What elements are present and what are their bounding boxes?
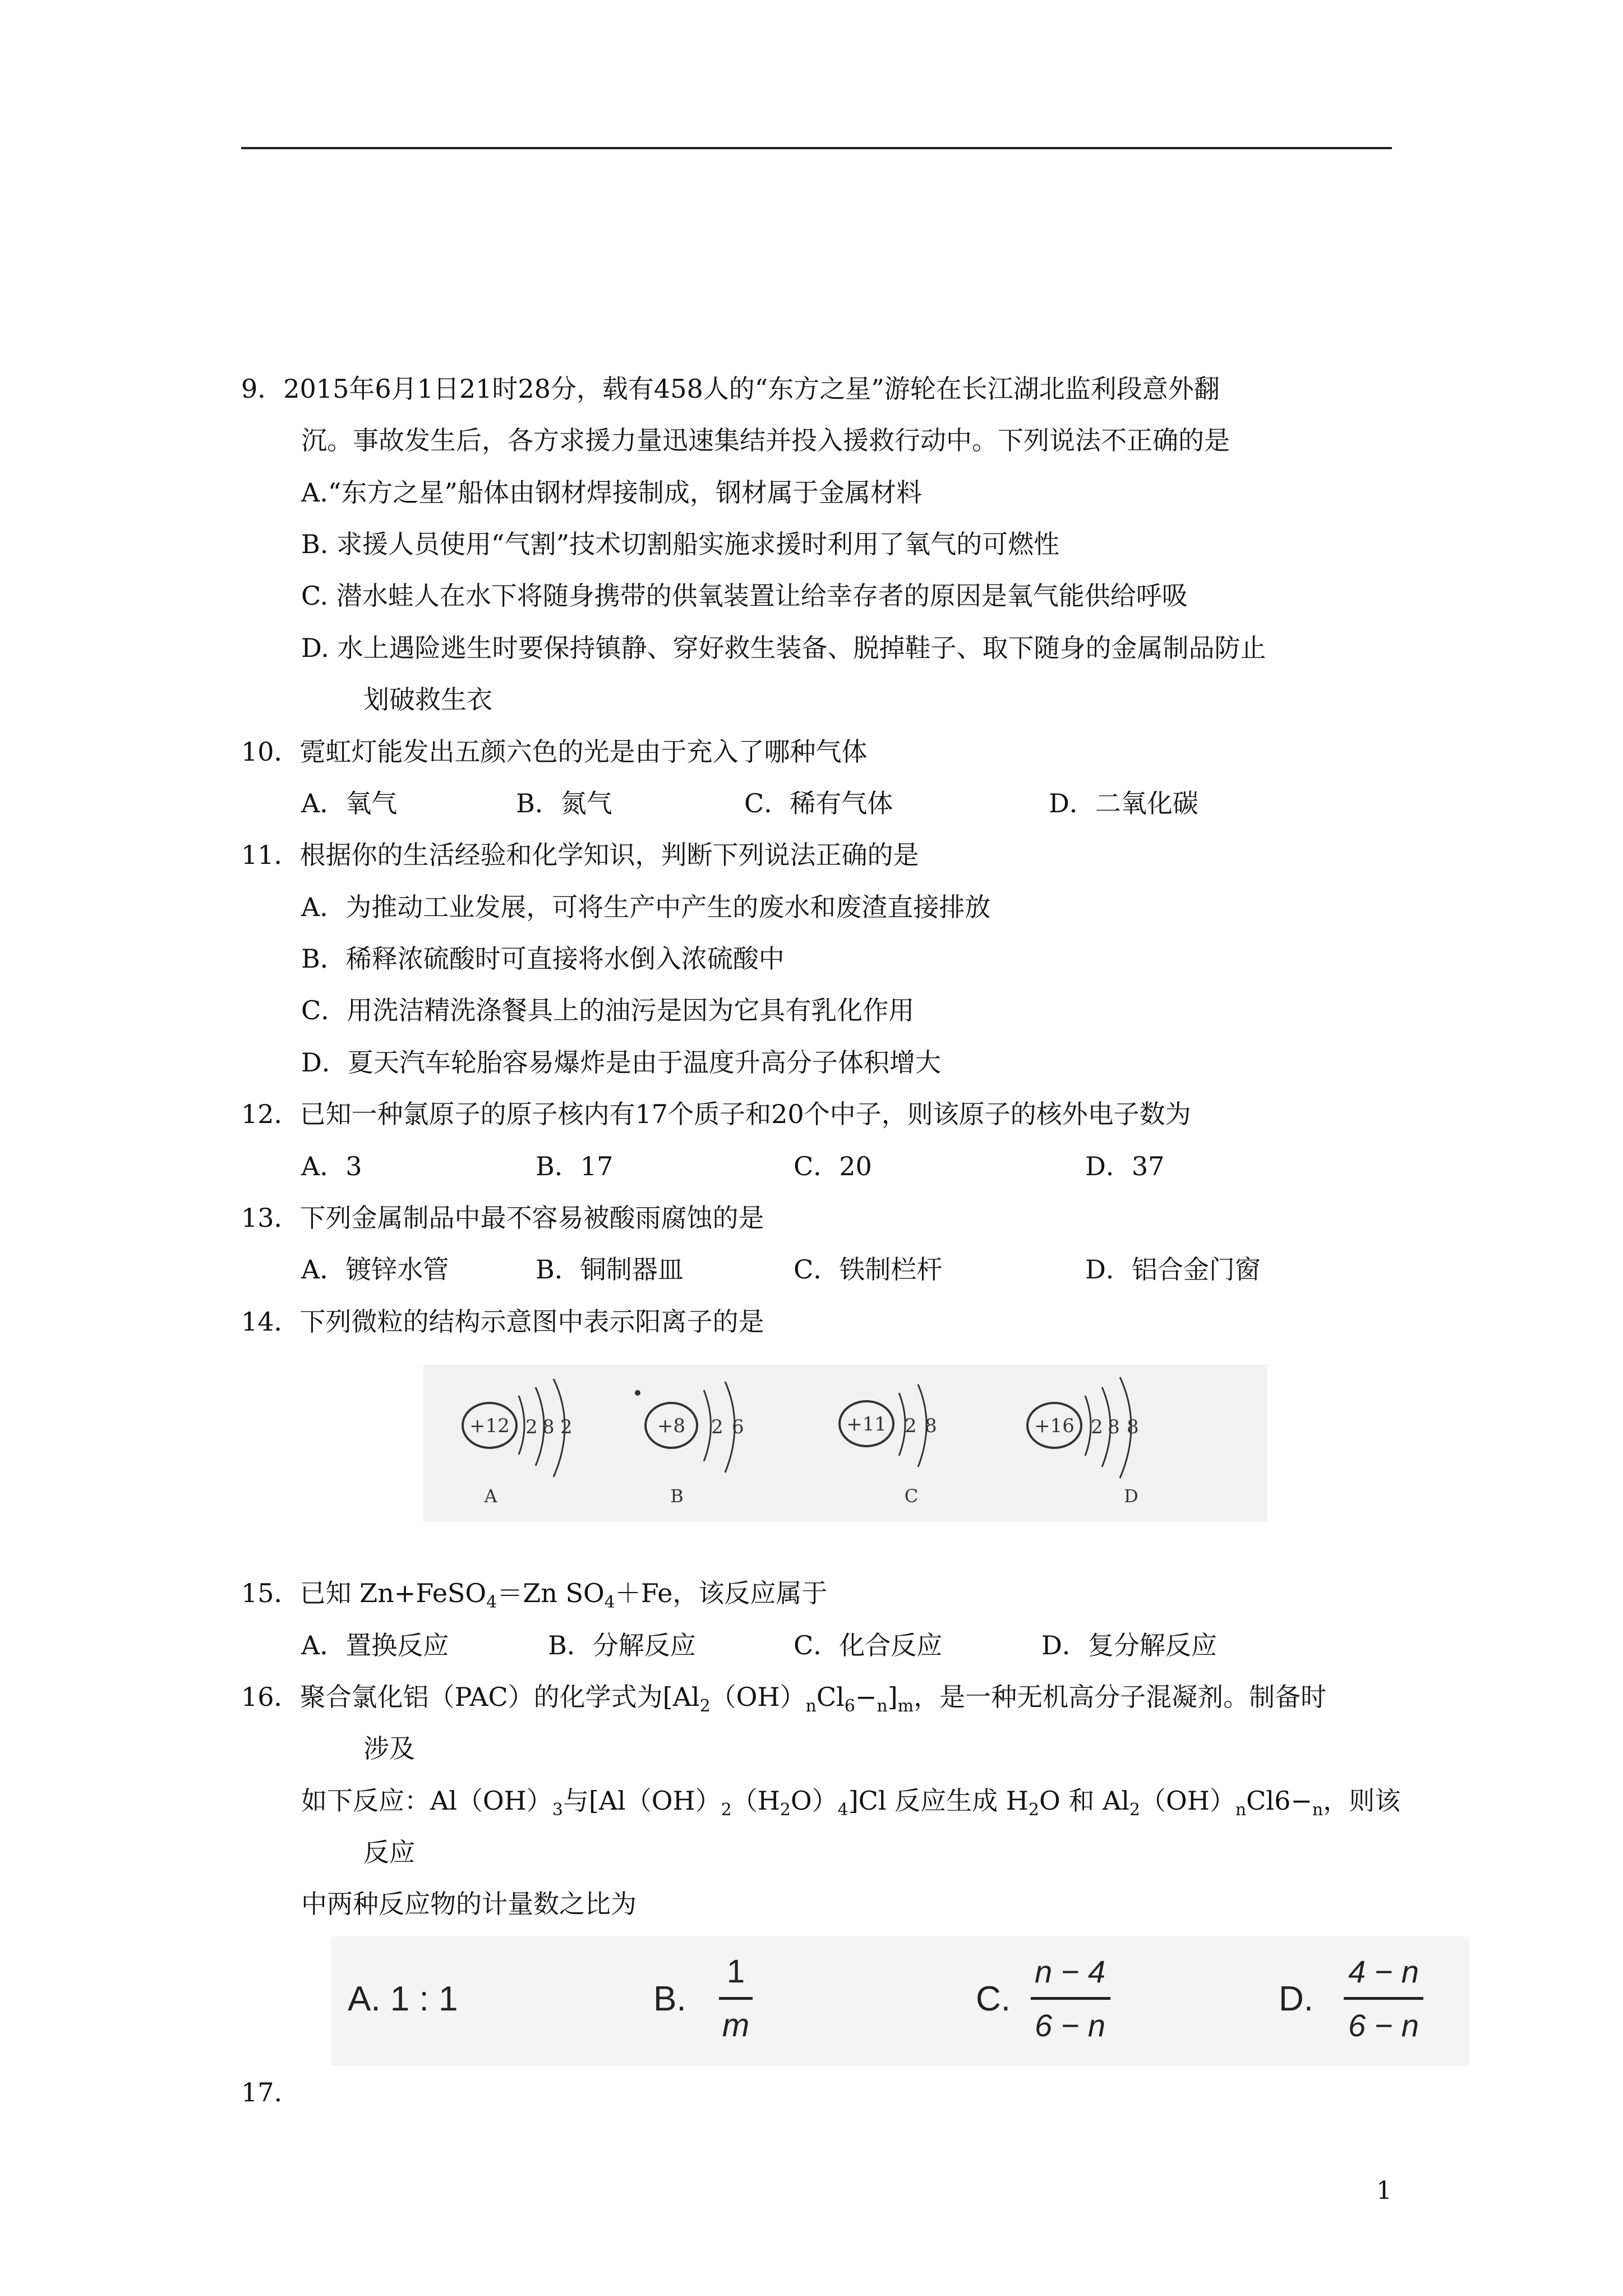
q9-option-d-line2: 划破救生衣	[363, 684, 492, 715]
q10-stem: 10．霓虹灯能发出五颜六色的光是由于充入了哪种气体	[241, 737, 868, 767]
atom-c-shell-1: 2	[905, 1415, 917, 1437]
q11-option-b: B．稀释浓硫酸时可直接将水倒入浓硫酸中	[301, 944, 785, 974]
q16-options-svg	[331, 1936, 1469, 2065]
atom-a-nucleus: +12	[469, 1415, 510, 1437]
q13-options	[301, 1253, 1395, 1286]
q9-option-d-line1: D. 水上遇险逃生时要保持镇静、穿好救生装备、脱掉鞋子、取下随身的金属制品防止	[301, 633, 1266, 663]
q12-options	[301, 1149, 1395, 1183]
q12-option-b: B．17	[536, 1151, 614, 1181]
atom-diagram-b	[635, 1382, 744, 1507]
q9-stem-line2: 沉。事故发生后，各方求援力量迅速集结并投入援救行动中。下列说法不正确的是	[301, 425, 1230, 455]
q17-stem: 17.	[241, 2077, 283, 2108]
q13-option-b: B．铜制器皿	[536, 1254, 684, 1285]
q10-option-b: B．氮气	[516, 788, 612, 818]
atom-c-shell-2: 8	[925, 1415, 937, 1437]
q13-option-d: D．铝合金门窗	[1085, 1254, 1261, 1285]
q10-option-d: D．二氧化碳	[1049, 788, 1198, 818]
q9-option-c: C. 潜水蛙人在水下将随身携带的供氧装置让给幸存者的原因是氧气能供给呼吸	[301, 581, 1188, 611]
q16-stem-line5: 中两种反应物的计量数之比为	[301, 1889, 637, 1919]
q16-option-c-numerator: n − 4	[1034, 1954, 1106, 1989]
q11-stem: 11．根据你的生活经验和化学知识，判断下列说法正确的是	[241, 840, 919, 870]
atom-d-shell-1: 2	[1091, 1416, 1103, 1438]
atomic-structure-svg	[423, 1365, 1267, 1522]
q15-stem: 15．已知 Zn+FeSO$_4$＝Zn $SO_4+Fe$，该反应属于	[241, 1578, 828, 1612]
atom-d-nucleus: +16	[1034, 1415, 1075, 1437]
atom-a-shell-2: 8	[542, 1416, 555, 1438]
q10-option-a: A．氧气	[301, 788, 398, 818]
q12-stem: 12．已知一种氯原子的原子核内有17个质子和20个中子，则该原子的核外电子数为	[241, 1099, 1191, 1129]
atom-a-shell-1: 2	[525, 1416, 538, 1438]
q16-option-c-label: C.	[976, 1980, 1011, 2018]
q14-stem: 14．下列微粒的结构示意图中表示阳离子的是	[241, 1306, 764, 1337]
q16-option-d-numerator: 4 − n	[1348, 1954, 1419, 1989]
q16-option-d-denominator: 6 − n	[1348, 2008, 1419, 2043]
atom-diagram-a	[463, 1379, 573, 1507]
q11-option-c: C．用洗洁精洗涤餐具上的油污是因为它具有乳化作用	[301, 995, 915, 1025]
atom-d-label: D	[1124, 1485, 1138, 1507]
q16-option-b-denominator: m	[722, 2007, 750, 2044]
q13-option-c: C．铁制栏杆	[794, 1254, 943, 1285]
atom-c-label: C	[904, 1485, 919, 1507]
atom-d-shell-2: 8	[1108, 1416, 1120, 1438]
atom-b-shell-1: 2	[711, 1416, 723, 1438]
q13-option-a: A．镀锌水管	[301, 1254, 449, 1285]
atom-a-label: A	[484, 1485, 497, 1507]
q16-option-b-label: B.	[653, 1980, 686, 2018]
q16-option-c-denominator: 6 − n	[1034, 2008, 1106, 2043]
q11-option-d: D．夏天汽车轮胎容易爆炸是由于温度升高分子体积增大	[301, 1047, 941, 1078]
q15-option-b: B．分解反应	[548, 1630, 696, 1660]
q16-stem-line4: 反应	[363, 1837, 415, 1867]
atom-diagram-d	[1027, 1377, 1139, 1507]
q10-options	[301, 786, 1395, 820]
atom-b-nucleus: +8	[657, 1415, 686, 1437]
q15-options	[301, 1628, 1395, 1662]
q16-option-b-bar	[719, 1997, 753, 2000]
atom-b-shell-2: 6	[732, 1416, 744, 1438]
atom-b-label: B	[670, 1485, 684, 1507]
atom-d-shell-3: 8	[1127, 1416, 1139, 1438]
q16-option-a: A. 1 : 1	[348, 1980, 458, 2018]
q16-options-figure	[331, 1936, 1469, 2065]
atom-c-nucleus: +11	[846, 1413, 887, 1435]
q9-stem-line1: 9．2015年6月1日21时28分，载有458人的“东方之星”游轮在长江湖北监利段意外翻	[241, 374, 1220, 404]
atom-diagram-c	[840, 1384, 937, 1507]
q16-option-d-bar	[1344, 1997, 1423, 2000]
atomic-structure-figure	[423, 1365, 1267, 1522]
q15-option-d: D．复分解反应	[1041, 1630, 1217, 1660]
atom-a-shell-3: 2	[560, 1416, 573, 1438]
q16-option-b-numerator: 1	[726, 1953, 745, 1990]
page-number: 1	[1376, 2177, 1392, 2205]
q16-stem-line3: 如下反应：$Al(OH)_3$与$[Al(OH)_2(H_2O)_4]Cl$ 反应生成 $H_2O$ 和 $Al_2(OH)_nCl6-_n$，则该	[301, 1786, 1401, 1820]
q16-option-c-bar	[1031, 1997, 1110, 2000]
q12-option-d: D．37	[1085, 1151, 1165, 1181]
q12-option-c: C．20	[794, 1151, 872, 1181]
q16-stem-line2: 涉及	[363, 1733, 415, 1764]
q9-option-b: B. 求援人员使用“气割”技术切割船实施求援时利用了氧气的可燃性	[301, 529, 1060, 559]
q15-option-c: C．化合反应	[794, 1630, 943, 1660]
q12-option-a: A．3	[301, 1151, 362, 1181]
q16-option-d-label: D.	[1279, 1980, 1313, 2018]
q13-stem: 13．下列金属制品中最不容易被酸雨腐蚀的是	[241, 1203, 764, 1233]
header-rule	[241, 147, 1392, 149]
q9-option-a: A.“东方之星”船体由钢材焊接制成，钢材属于金属材料	[301, 477, 922, 508]
q11-option-a: A．为推动工业发展，可将生产中产生的废水和废渣直接排放	[301, 892, 991, 922]
q16-stem-line1: 16．聚合氯化铝（PAC）的化学式为$[Al_2(OH)_nCl_6-_n]_m$，是一种无机高分子混凝剂。制备时	[241, 1682, 1327, 1716]
q10-option-c: C．稀有气体	[744, 788, 893, 818]
q15-option-a: A．置换反应	[301, 1630, 449, 1660]
